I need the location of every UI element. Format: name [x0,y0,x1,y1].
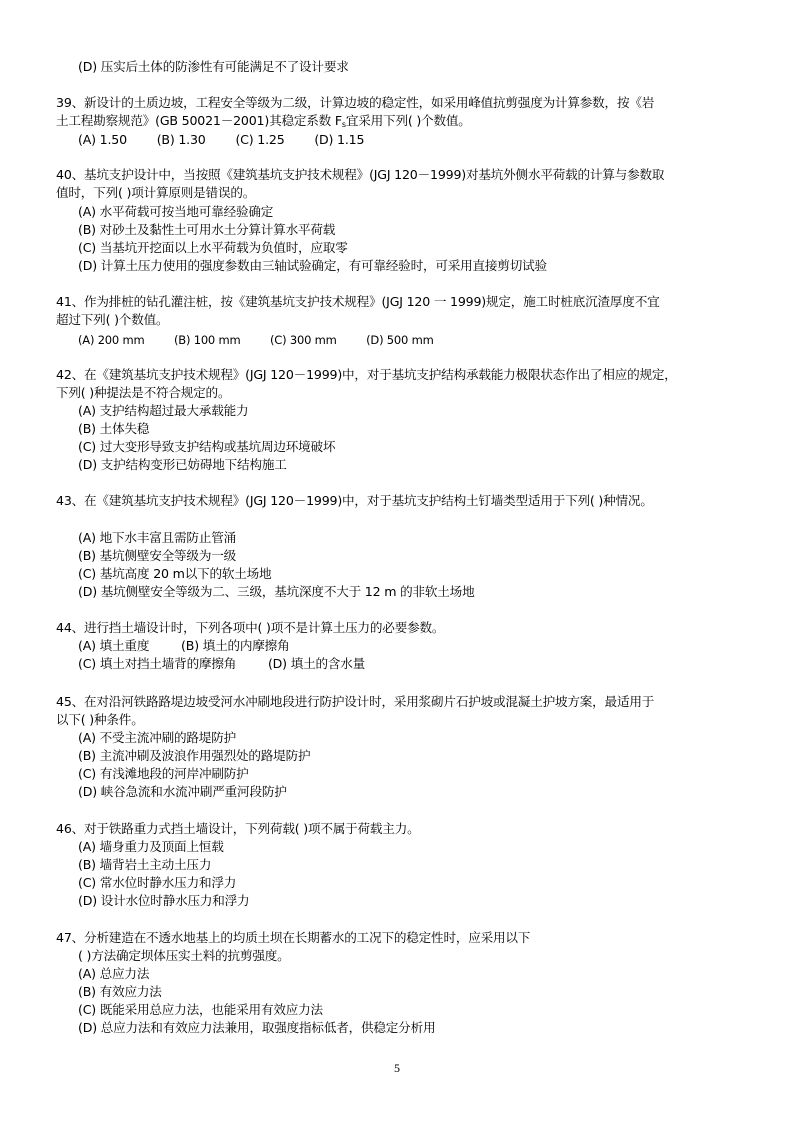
question-47-stem-line2: ( )方法确定坝体压实土料的抗剪强度。 [78,948,290,963]
question-39-stem-line1: 39、新设计的土质边坡，工程安全等级为二级，计算边坡的稳定性，如采用峰值抗剪强度为计算参数，按《岩 [56,95,655,110]
option-d: (D) 1.15 [314,132,365,147]
question-47-option-a: (A) 总应力法 [78,966,150,981]
question-44-stem-line1: 44、进行挡土墙设计时，下列各项中( )项不是计算土压力的必要参数。 [56,620,445,635]
question-46-option-a: (A) 墙身重力及顶面上恒载 [78,839,224,854]
question-45-stem-line2: 以下( )种条件。 [56,712,144,727]
option-d: (D) 填土的含水量 [267,656,366,671]
question-40-stem-line2: 值时，下列( )项计算原则是错误的。 [56,185,256,200]
question-39-stem-line2: 土工程勘察规范》(GB 50021－2001)其稳定系数 $F_s$宜采用下列( )个数值。 [56,113,471,129]
question-42-option-a: (A) 支护结构超过最大承载能力 [78,403,249,418]
question-47-option-d: (D) 总应力法和有效应力法兼用，取强度指标低者，供稳定分析用 [78,1020,436,1035]
question-40-option-a: (A) 水平荷载可按当地可靠经验确定 [78,204,274,219]
option-c: (C) 300 mm [269,333,337,347]
question-40-option-d: (D) 计算土压力使用的强度参数由三轴试验确定，有可靠经验时，可采用直接剪切试验 [78,258,547,273]
question-41-stem-line2: 超过下列( )个数值。 [56,312,169,327]
question-46-option-d: (D) 设计水位时静水压力和浮力 [78,893,250,908]
question-43-option-c: (C) 基坑高度 20 m以下的软土场地 [78,566,272,581]
question-44-options-row1 [78,637,289,655]
page-number: 5 [394,1061,400,1075]
question-45-option-b: (B) 主流冲刷及波浪作用强烈处的路堤防护 [78,748,311,763]
option-d: (D) 500 mm [366,333,434,347]
question-43-stem-line1: 43、在《建筑基坑支护技术规程》(JGJ 120－1999)中，对于基坑支护结构土钉墙类型适用于下列( )种情况。 [56,493,653,508]
option-b: (B) 100 mm [173,333,241,347]
question-45-option-c: (C) 有浅滩地段的河岸冲刷防护 [78,766,249,781]
question-41-stem-line1: 41、作为排桩的钻孔灌注桩，按《建筑基坑支护技术规程》(JGJ 120 一 1999)规定，施工时桩底沉渣厚度不宜 [56,294,660,309]
question-47-option-c: (C) 既能采用总应力法，也能采用有效应力法 [78,1002,323,1017]
question-46-stem-line1: 46、对于铁路重力式挡土墙设计，下列荷载( )项不属于荷载主力。 [56,821,420,836]
prev-question-option-d: (D) 压实后土体的防渗性有可能满足不了设计要求 [78,59,349,74]
question-45-option-a: (A) 不受主流冲刷的路堤防护 [78,730,236,745]
option-b: (B) 1.30 [156,132,206,147]
question-39-options [78,131,364,149]
question-40-stem-line1: 40、基坑支护设计中，当按照《建筑基坑支护技术规程》(JGJ 120－1999)对基坑外侧水平荷载的计算与参数取 [56,167,665,182]
option-c: (C) 填土对挡土墙背的摩擦角 [78,656,237,671]
question-44-options-row2 [78,655,365,673]
option-a: (A) 200 mm [78,333,145,347]
question-43-option-b: (B) 基坑侧壁安全等级为一级 [78,548,237,563]
question-40-option-c: (C) 当基坑开挖面以上水平荷载为负值时，应取零 [78,240,348,255]
option-c: (C) 1.25 [235,132,285,147]
question-42-stem-line1: 42、在《建筑基坑支护技术规程》(JGJ 120－1999)中，对于基坑支护结构承载能力极限状态作出了相应的规定， [56,367,677,382]
question-42-option-c: (C) 过大变形导致支护结构或基坑周边环境破坏 [78,439,336,454]
question-47-stem-line1: 47、分析建造在不透水地基上的均质土坝在长期蓄水的工况下的稳定性时，应采用以下 [56,930,531,945]
question-47-option-b: (B) 有效应力法 [78,984,162,999]
question-46-option-c: (C) 常水位时静水压力和浮力 [78,875,237,890]
question-45-option-d: (D) 峡谷急流和水流冲刷严重河段防护 [78,784,287,799]
question-43-option-a: (A) 地下水丰富且需防止管涌 [78,530,236,545]
question-42-stem-line2: 下列( )种提法是不符合规定的。 [56,385,231,400]
question-43-option-d: (D) 基坑侧壁安全等级为二、三级，基坑深度不大于 12 m 的非软土场地 [78,584,475,599]
option-b: (B) 填土的内摩擦角 [181,638,290,653]
option-a: (A) 1.50 [78,132,127,147]
option-a: (A) 填土重度 [78,638,150,653]
question-41-options [78,331,434,349]
question-46-option-b: (B) 墙背岩土主动土压力 [78,857,212,872]
question-40-option-b: (B) 对砂土及黏性土可用水土分算计算水平荷载 [78,222,336,237]
question-45-stem-line1: 45、在对沿河铁路路堤边坡受河水冲刷地段进行防护设计时，采用浆砌片石护坡或混凝土护坡方案，最适用于 [56,694,655,709]
question-42-option-b: (B) 土体失稳 [78,421,150,436]
question-42-option-d: (D) 支护结构变形已妨碍地下结构施工 [78,457,287,472]
